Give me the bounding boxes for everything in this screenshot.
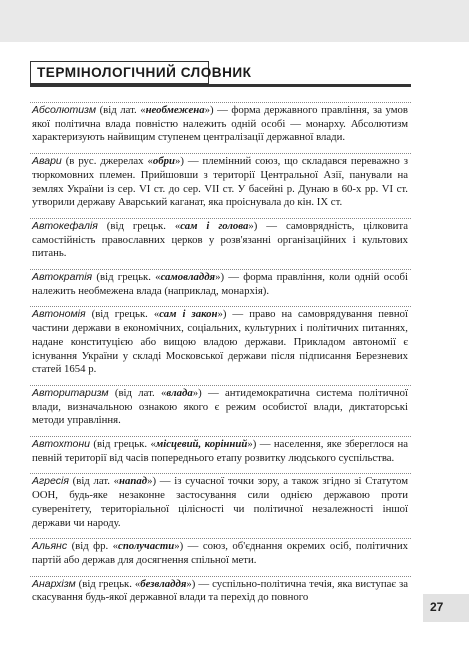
entry-origin-prefix: (від грецьк. « [97, 219, 181, 232]
entry-term: Автономія [32, 308, 86, 321]
entry-origin-prefix: (від грецьк. « [89, 438, 156, 451]
entry-origin-prefix: (від лат. « [96, 104, 146, 116]
entry-term: Автохтони [32, 438, 90, 451]
entry-definition: ») — племінний союз, що складався переважно з тюркомовних племен. Прийшовши з території Центральної Азії, панували на землях України із сер. VI ст. до сер. VII ст. У басейні р. Дунаю в 60-х рр. VI ст. утворили державу Аварський каганат, яка проіснувала до кін. IX ст. [32, 155, 408, 209]
entry-definition: ») — антидемократична система політичної влади, визначальною ознакою якого є режим особистої влади, диктаторські методи управління. [32, 386, 408, 427]
entry-source-word: місцевий, корінний [155, 438, 248, 451]
entry-source-word: сам і голова [180, 219, 249, 232]
entry-term: Агресія [32, 475, 69, 488]
heading-rule [30, 84, 411, 87]
glossary-entry [30, 218, 411, 265]
glossary-entry [30, 269, 411, 302]
entry-definition: ») — форма правління, коли одній особі належить необмежена влада (наприклад, монархія). [32, 271, 409, 297]
entry-origin-prefix: (від грецьк. « [85, 308, 160, 321]
entry-term: Анархізм [32, 577, 76, 590]
entry-definition: ») — населення, яке збереглося на певній території від часів попереднього етапу розвитку людського суспільства. [32, 438, 408, 464]
glossary-entry [30, 436, 411, 469]
entry-term: Автократія [32, 271, 93, 284]
entry-source-word: необмежена [145, 104, 205, 116]
entry-definition: ») — форма державного правління, за умов якої політична влада повністю належить одній особі — монарху. Абсолютизм характеризують найвищим ступенем централізації державної влади. [32, 104, 408, 144]
entry-source-word: самовладдя [160, 271, 216, 284]
glossary-entry [30, 153, 411, 214]
entry-source-word: влада [166, 386, 193, 399]
glossary-entry [30, 538, 411, 571]
entry-term: Авари [32, 155, 62, 168]
glossary-entry [30, 306, 411, 381]
entry-origin-prefix: (від лат. « [108, 386, 167, 399]
entry-source-word: сполучасти [118, 540, 175, 553]
entry-definition: ») — союз, об'єднання окремих осіб, політичних партій або держав для досягнення спільної мети. [32, 540, 409, 566]
entry-term: Авторитаризм [32, 386, 109, 399]
top-band [0, 0, 469, 42]
page-number: 27 [430, 600, 444, 614]
entry-definition: ») — суспільно-політична течія, яка виступає за скасування будь-якої державної влади та перехід до повного [32, 577, 409, 604]
entry-term: Автокефалія [32, 219, 98, 232]
entry-origin-prefix: (від фр. « [67, 540, 119, 553]
section-heading: ТЕРМІНОЛОГІЧНИЙ СЛОВНИК [37, 65, 252, 80]
entry-origin-prefix: (від грецьк. « [75, 577, 141, 590]
entry-term: Абсолютизм [32, 104, 97, 116]
entry-origin-prefix: (в рус. джерелах « [61, 155, 153, 168]
entry-source-word: обри [152, 155, 175, 168]
entry-origin-prefix: (від грецьк. « [92, 271, 161, 284]
entry-definition: ») — право на самоврядування певної частини держави в економічних, соціальних, культурних і політичних питаннях, надане конституцією або вищою владою держави. Прикладом автономії є існування України у складі Московської держави після підписання Березневих статей 1654 р. [32, 308, 408, 376]
entry-source-word: напад [119, 475, 148, 488]
glossary-entry [30, 385, 411, 432]
glossary-entry [30, 473, 411, 534]
glossary-entries [30, 102, 411, 613]
entry-term: Альянс [32, 540, 68, 553]
entry-definition: ») — самоврядність, цілковита самостійність православних церков у розв'язанні організаційних і культових питань. [32, 219, 409, 260]
glossary-entry [30, 102, 411, 149]
entry-source-word: сам і закон [159, 308, 218, 321]
entry-definition: ») — із сучасної точки зору, а також згідно зі Статутом ООН, будь-яке незаконне застосування сили однією державою проти суверенітету, територіальної цілісності чи політичної незалежності іншої держави чи народу. [32, 475, 409, 529]
entry-source-word: безвладдя [140, 577, 187, 590]
entry-origin-prefix: (від лат. « [68, 475, 120, 488]
glossary-entry [30, 576, 411, 609]
